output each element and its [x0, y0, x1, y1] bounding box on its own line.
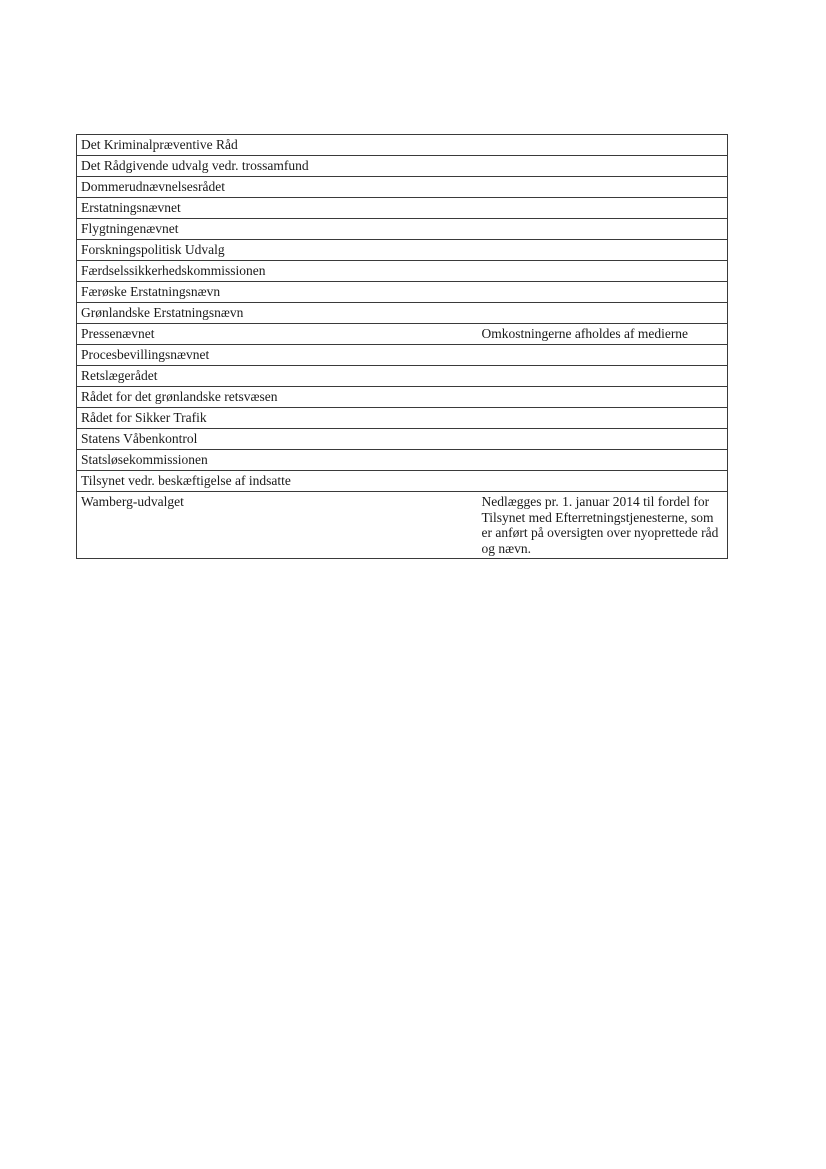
council-name: Wamberg-udvalget — [77, 492, 478, 559]
table-row — [77, 282, 728, 303]
council-name: Flygtningenævnet — [77, 219, 478, 240]
council-name: Tilsynet vedr. beskæftigelse af indsatte — [77, 471, 478, 492]
council-note — [478, 408, 728, 429]
council-note — [478, 240, 728, 261]
council-name: Det Kriminalpræventive Råd — [77, 135, 478, 156]
table-row — [77, 303, 728, 324]
council-name: Dommerudnævnelsesrådet — [77, 177, 478, 198]
council-note — [478, 261, 728, 282]
table-row — [77, 366, 728, 387]
council-note: Nedlægges pr. 1. januar 2014 til fordel for Tilsynet med Efterretningstjenesterne, som er anført på oversigten over nyoprettede råd og nævn. — [478, 492, 728, 559]
council-note — [478, 387, 728, 408]
council-name: Forskningspolitisk Udvalg — [77, 240, 478, 261]
table-row — [77, 177, 728, 198]
council-note — [478, 135, 728, 156]
council-note — [478, 219, 728, 240]
council-name: Statens Våbenkontrol — [77, 429, 478, 450]
council-name: Færøske Erstatningsnævn — [77, 282, 478, 303]
council-name: Rådet for Sikker Trafik — [77, 408, 478, 429]
table-row — [77, 492, 728, 559]
council-note — [478, 429, 728, 450]
council-name: Det Rådgivende udvalg vedr. trossamfund — [77, 156, 478, 177]
council-name: Erstatningsnævnet — [77, 198, 478, 219]
table-row — [77, 198, 728, 219]
council-note: Omkostningerne afholdes af medierne — [478, 324, 728, 345]
council-note — [478, 198, 728, 219]
table-row — [77, 240, 728, 261]
table-row — [77, 324, 728, 345]
council-note — [478, 471, 728, 492]
council-name: Færdselssikkerhedskommissionen — [77, 261, 478, 282]
council-name: Rådet for det grønlandske retsvæsen — [77, 387, 478, 408]
table-row — [77, 450, 728, 471]
council-name: Pressenævnet — [77, 324, 478, 345]
council-name: Grønlandske Erstatningsnævn — [77, 303, 478, 324]
table-row — [77, 387, 728, 408]
council-name: Statsløsekommissionen — [77, 450, 478, 471]
table-row — [77, 345, 728, 366]
council-note — [478, 345, 728, 366]
council-note — [478, 303, 728, 324]
council-note — [478, 177, 728, 198]
council-note — [478, 450, 728, 471]
council-name: Procesbevillingsnævnet — [77, 345, 478, 366]
table-row — [77, 156, 728, 177]
council-note — [478, 156, 728, 177]
table-row — [77, 429, 728, 450]
table-row — [77, 135, 728, 156]
table-row — [77, 471, 728, 492]
councils-table-body — [77, 135, 728, 559]
council-note — [478, 282, 728, 303]
council-note — [478, 366, 728, 387]
table-row — [77, 261, 728, 282]
table-row — [77, 408, 728, 429]
council-name: Retslægerådet — [77, 366, 478, 387]
councils-table — [76, 134, 728, 559]
table-row — [77, 219, 728, 240]
